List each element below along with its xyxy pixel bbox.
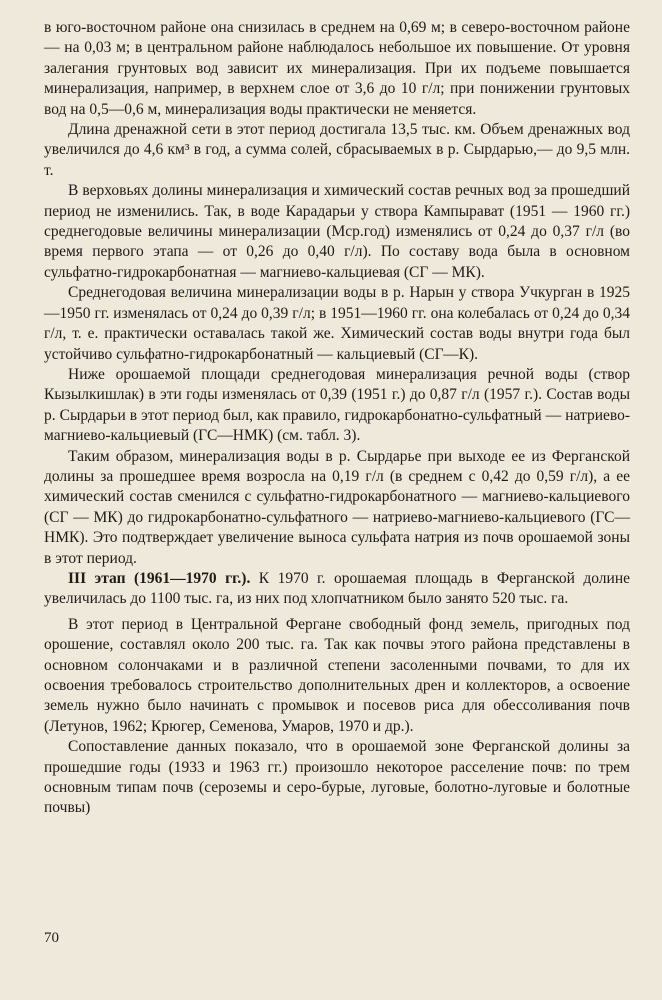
paragraph-6: Таким образом, минерализация воды в р. Сырдарье при выходе ее из Ферганской долины за прошедшее время возросла на 0,19 г/л (в среднем с 0,42 до 0,59 г/л), а ее химический состав сменился с сульфатно-гидрокарбонатного — магниево-кальциевого (СГ — МК) до гидрокарбонатно-сульфатного — натриево-магниево-кальциевого (ГС—НМК). Это подтверждает увеличение выноса сульфата натрия из почв орошаемой зоны в этот период. [44,447,630,567]
paragraph-9: Сопоставление данных показало, что в орошаемой зоне Ферганской долины за прошедшие годы (1933 и 1963 гг.) произошло некоторое расселение почв: по трем основным типам почв (сероземы и серо-бурые, луговые, болотно-луговые и болотные почвы) [44,738,630,817]
stage-heading: III этап (1961—1970 гг.). [68,569,251,587]
paragraph-2: Длина дренажной сети в этот период достигала 13,5 тыс. км. Объем дренажных вод увеличился до 4,6 км³ в год, а сумма солей, сбрасываемых в р. Сырдарью,— до 9,5 млн. т. [44,121,630,179]
paragraph-8: В этот период в Центральной Фергане свободный фонд земель, пригодных под орошение, составлял около 200 тыс. га. Так как почвы этого района представлены в основном солончаками и в различной степени засоленными почвами, то для их освоения требовалось строительство дополнительных дрен и коллекторов, а освоение земель нужно было начинать с промывок и посевов риса для обессоливания почв (Летунов, 1962; Крюгер, Семенова, Умаров, 1970 и др.). [44,615,630,735]
page-number: 70 [44,930,59,946]
body-text [44,18,630,819]
paragraph-5: Ниже орошаемой площади среднегодовая минерализация речной воды (створ Кызылкишлак) в эти годы изменялась от 0,39 (1951 г.) до 0,87 г/л (1957 г.). Состав воды р. Сырдарьи в этот период был, как правило, гидрокарбонатно-сульфатный — натриево-магниево-кальциевый (ГС—НМК) (см. табл. 3). [44,365,630,445]
paragraph-4: Среднегодовая величина минерализации воды в р. Нарын у створа Учкурган в 1925—1950 гг. изменялась от 0,24 до 0,39 г/л; в 1951—1960 гг. она колебалась от 0,24 до 0,34 г/л, т. е. практически оставалась такой же. Химический состав воды внутри года был устойчиво сульфатно-гидрокарбонатный — кальциевый (СГ—К). [44,284,630,363]
paragraph-1: в юго-восточном районе она снизилась в среднем на 0,69 м; в северо-восточном районе — на 0,03 м; в центральном районе наблюдалось небольшое их повышение. От уровня залегания грунтовых вод зависит их минерализация. При их подъеме повышается минерализация, например, в верхнем слое от 3,6 до 10 г/л; при понижении грунтовых вод на 0,5—0,6 м, минерализация воды практически не меняется. [44,19,630,118]
paragraph-7-stage-3 [44,569,630,610]
paragraph-3: В верховьях долины минерализация и химический состав речных вод за прошедший период не изменились. Так, в воде Карадарьи у створа Кампырават (1951 — 1960 гг.) среднегодовые величины минерализации (Mср.год) изменялись от 0,24 до 0,37 г/л (во время первого этапа — от 0,26 до 0,40 г/л). По составу вода была в основном сульфатно-гидрокарбонатная — магниево-кальциевая (СГ — МК). [44,182,630,281]
stage-text: К 1970 г. орошаемая площадь в Ферганской долине увеличилась до 1100 тыс. га, из них под хлопчатником было занято 520 тыс. га. [44,569,630,608]
